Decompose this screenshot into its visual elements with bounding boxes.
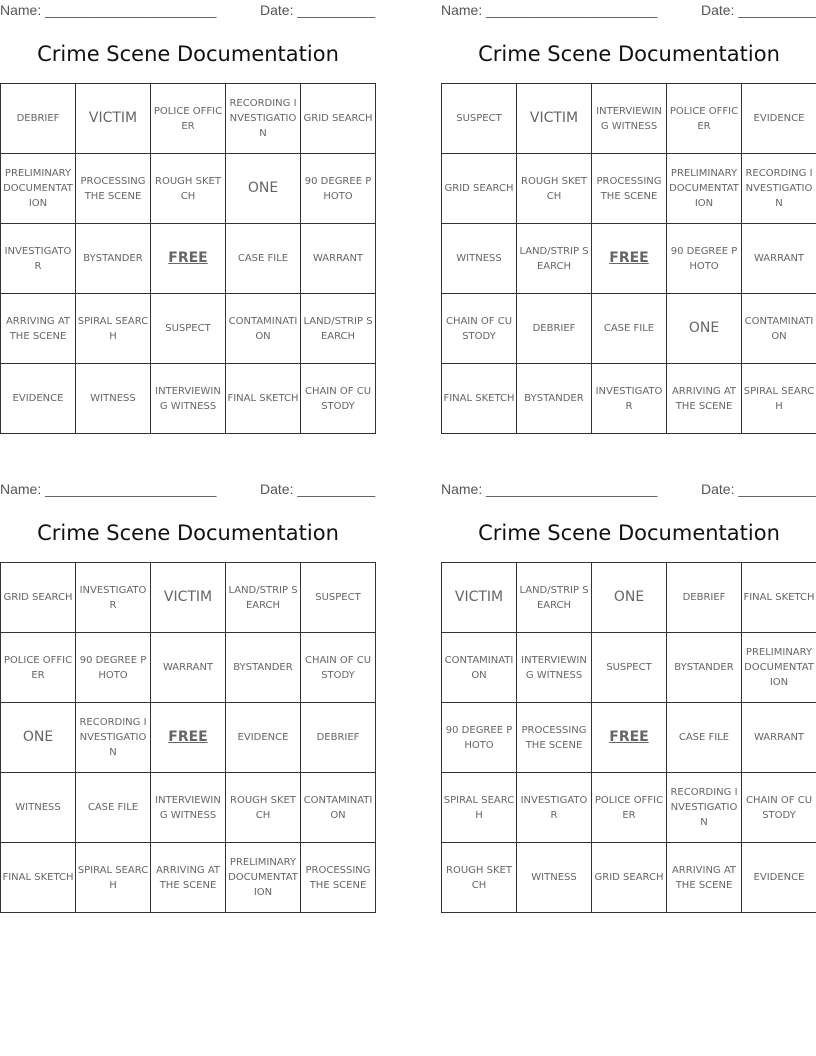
bingo-cell: SPIRAL SEARCH xyxy=(442,773,517,843)
bingo-cell: FINAL SKETCH xyxy=(742,563,816,633)
bingo-cell: LAND/STRIP SEARCH xyxy=(517,563,592,633)
name-field-label: Name: ______________________ xyxy=(0,481,217,497)
bingo-cell: ONE xyxy=(226,154,301,224)
bingo-cell: INVESTIGATOR xyxy=(517,773,592,843)
bingo-cell: 90 DEGREE PHOTO xyxy=(301,154,376,224)
bingo-cell: ARRIVING AT THE SCENE xyxy=(667,364,742,434)
bingo-cell: FINAL SKETCH xyxy=(1,843,76,913)
bingo-cell: GRID SEARCH xyxy=(442,154,517,224)
bingo-cell: WITNESS xyxy=(442,224,517,294)
card-title: Crime Scene Documentation xyxy=(478,521,780,545)
bingo-cell: BYSTANDER xyxy=(517,364,592,434)
bingo-cell: WARRANT xyxy=(742,703,816,773)
bingo-cell: PROCESSING THE SCENE xyxy=(76,154,151,224)
bingo-cell: INVESTIGATOR xyxy=(1,224,76,294)
bingo-cell: CASE FILE xyxy=(226,224,301,294)
bingo-cell: RECORDING INVESTIGATION xyxy=(76,703,151,773)
bingo-cell: WARRANT xyxy=(151,633,226,703)
date-field-label: Date: __________ xyxy=(701,2,816,18)
bingo-cell: PROCESSING THE SCENE xyxy=(592,154,667,224)
bingo-cell: DEBRIEF xyxy=(1,84,76,154)
bingo-cell: INTERVIEWING WITNESS xyxy=(151,773,226,843)
free-space-cell: FREE xyxy=(592,224,667,294)
bingo-cell: PROCESSING THE SCENE xyxy=(517,703,592,773)
date-field-label: Date: __________ xyxy=(260,2,376,18)
bingo-cell: LAND/STRIP SEARCH xyxy=(517,224,592,294)
bingo-cell: DEBRIEF xyxy=(301,703,376,773)
bingo-cell: ONE xyxy=(592,563,667,633)
bingo-cell: FINAL SKETCH xyxy=(226,364,301,434)
free-space-cell: FREE xyxy=(592,703,667,773)
bingo-cell: RECORDING INVESTIGATION xyxy=(226,84,301,154)
bingo-cell: INTERVIEWING WITNESS xyxy=(151,364,226,434)
bingo-cell: LAND/STRIP SEARCH xyxy=(226,563,301,633)
bingo-cell: WITNESS xyxy=(1,773,76,843)
bingo-cell: PROCESSING THE SCENE xyxy=(301,843,376,913)
bingo-cell: 90 DEGREE PHOTO xyxy=(667,224,742,294)
bingo-cell: CHAIN OF CUSTODY xyxy=(301,633,376,703)
bingo-cell: LAND/STRIP SEARCH xyxy=(301,294,376,364)
bingo-cell: WITNESS xyxy=(517,843,592,913)
bingo-cell: SUSPECT xyxy=(592,633,667,703)
bingo-cell: BYSTANDER xyxy=(226,633,301,703)
bingo-cell: ROUGH SKETCH xyxy=(151,154,226,224)
bingo-cell: SPIRAL SEARCH xyxy=(742,364,816,434)
bingo-cell: EVIDENCE xyxy=(226,703,301,773)
bingo-grid xyxy=(0,83,376,434)
bingo-cell: SUSPECT xyxy=(442,84,517,154)
bingo-cell: SUSPECT xyxy=(151,294,226,364)
date-field-label: Date: __________ xyxy=(260,481,376,497)
card-title: Crime Scene Documentation xyxy=(37,521,339,545)
bingo-cell: CASE FILE xyxy=(667,703,742,773)
bingo-cell: CHAIN OF CUSTODY xyxy=(442,294,517,364)
bingo-cell: FINAL SKETCH xyxy=(442,364,517,434)
bingo-cell: BYSTANDER xyxy=(667,633,742,703)
bingo-cell: INVESTIGATOR xyxy=(592,364,667,434)
bingo-card xyxy=(0,0,376,440)
bingo-cell: GRID SEARCH xyxy=(1,563,76,633)
bingo-cell: VICTIM xyxy=(151,563,226,633)
bingo-cell: SUSPECT xyxy=(301,563,376,633)
bingo-card xyxy=(0,479,376,919)
bingo-cell: EVIDENCE xyxy=(742,84,816,154)
bingo-cell: POLICE OFFICER xyxy=(592,773,667,843)
bingo-cell: WARRANT xyxy=(742,224,816,294)
bingo-cell: ONE xyxy=(1,703,76,773)
bingo-cell: CASE FILE xyxy=(592,294,667,364)
bingo-cell: ARRIVING AT THE SCENE xyxy=(151,843,226,913)
free-space-cell: FREE xyxy=(151,224,226,294)
bingo-cell: SPIRAL SEARCH xyxy=(76,843,151,913)
bingo-cell: ROUGH SKETCH xyxy=(226,773,301,843)
bingo-cell: CHAIN OF CUSTODY xyxy=(301,364,376,434)
bingo-cell: PRELIMINARY DOCUMENTATION xyxy=(226,843,301,913)
bingo-cell: WARRANT xyxy=(301,224,376,294)
bingo-cell: EVIDENCE xyxy=(742,843,816,913)
bingo-grid xyxy=(441,83,816,434)
bingo-cell: VICTIM xyxy=(517,84,592,154)
name-field-label: Name: ______________________ xyxy=(441,481,658,497)
bingo-cell: PRELIMINARY DOCUMENTATION xyxy=(742,633,816,703)
bingo-cell: CONTAMINATION xyxy=(742,294,816,364)
bingo-cell: CONTAMINATION xyxy=(442,633,517,703)
bingo-grid xyxy=(0,562,376,913)
bingo-cell: DEBRIEF xyxy=(667,563,742,633)
bingo-cell: INTERVIEWING WITNESS xyxy=(517,633,592,703)
card-title: Crime Scene Documentation xyxy=(478,42,780,66)
bingo-cell: CHAIN OF CUSTODY xyxy=(742,773,816,843)
bingo-cell: POLICE OFFICER xyxy=(1,633,76,703)
bingo-cell: PRELIMINARY DOCUMENTATION xyxy=(1,154,76,224)
bingo-cell: INTERVIEWING WITNESS xyxy=(592,84,667,154)
bingo-cell: ROUGH SKETCH xyxy=(517,154,592,224)
card-title: Crime Scene Documentation xyxy=(37,42,339,66)
bingo-cell: GRID SEARCH xyxy=(592,843,667,913)
bingo-cell: CONTAMINATION xyxy=(301,773,376,843)
bingo-cell: BYSTANDER xyxy=(76,224,151,294)
bingo-cell: ARRIVING AT THE SCENE xyxy=(1,294,76,364)
bingo-cell: 90 DEGREE PHOTO xyxy=(442,703,517,773)
date-field-label: Date: __________ xyxy=(701,481,816,497)
bingo-cell: WITNESS xyxy=(76,364,151,434)
bingo-cell: 90 DEGREE PHOTO xyxy=(76,633,151,703)
bingo-grid xyxy=(441,562,816,913)
bingo-cell: POLICE OFFICER xyxy=(151,84,226,154)
bingo-cell: PRELIMINARY DOCUMENTATION xyxy=(667,154,742,224)
bingo-card xyxy=(441,0,816,440)
bingo-cell: INVESTIGATOR xyxy=(76,563,151,633)
bingo-cell: DEBRIEF xyxy=(517,294,592,364)
bingo-cell: RECORDING INVESTIGATION xyxy=(667,773,742,843)
bingo-cell: ROUGH SKETCH xyxy=(442,843,517,913)
bingo-cell: VICTIM xyxy=(76,84,151,154)
bingo-cell: EVIDENCE xyxy=(1,364,76,434)
bingo-cell: GRID SEARCH xyxy=(301,84,376,154)
bingo-cell: POLICE OFFICER xyxy=(667,84,742,154)
bingo-cell: VICTIM xyxy=(442,563,517,633)
bingo-cell: CASE FILE xyxy=(76,773,151,843)
bingo-cell: CONTAMINATION xyxy=(226,294,301,364)
bingo-cell: ARRIVING AT THE SCENE xyxy=(667,843,742,913)
bingo-cell: RECORDING INVESTIGATION xyxy=(742,154,816,224)
bingo-cell: SPIRAL SEARCH xyxy=(76,294,151,364)
bingo-card xyxy=(441,479,816,919)
bingo-cell: ONE xyxy=(667,294,742,364)
name-field-label: Name: ______________________ xyxy=(441,2,658,18)
free-space-cell: FREE xyxy=(151,703,226,773)
name-field-label: Name: ______________________ xyxy=(0,2,217,18)
